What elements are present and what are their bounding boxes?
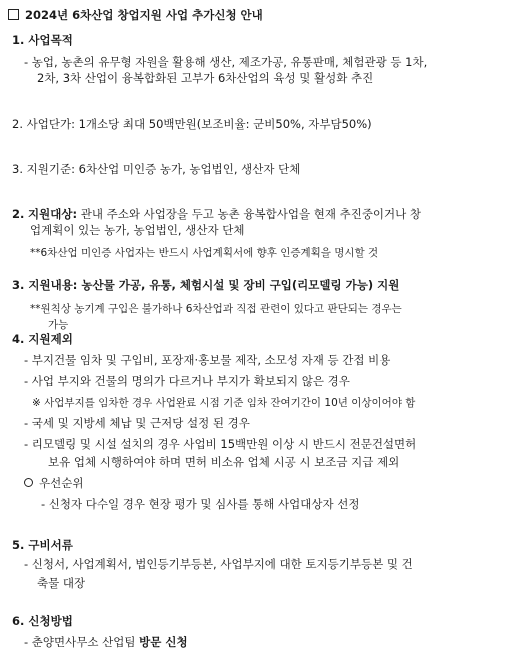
section-1-line-1: - 농업, 농촌의 유무형 자원을 활용해 생산, 제조가공, 유통판매, 체험관광 등 1차, xyxy=(24,55,428,69)
section-4-line-2: 업계획이 있는 농가, 농업법인, 생산자 단체 xyxy=(30,223,245,237)
section-4-note: **6차산업 미인증 사업자는 반드시 사업계획서에 향후 인증계획을 명시할 것 xyxy=(30,247,379,259)
section-8-heading: 6. 신청방법 xyxy=(12,614,73,628)
section-1-heading: 1. 사업목적 xyxy=(12,33,73,47)
section-8-line xyxy=(24,635,188,650)
section-8-bold: 방문 신청 xyxy=(139,635,188,649)
section-5-heading: 3. 지원내용: 농산물 가공, 유통, 체험시설 및 장비 구입(리모델링 가능) 지원 xyxy=(12,278,400,292)
section-4-line-1 xyxy=(12,207,421,222)
section-6-item-2: - 사업 부지와 건물의 명의가 다르거나 부지가 확보되지 않은 경우 xyxy=(24,374,350,388)
circle-bullet-icon xyxy=(24,478,33,487)
section-6-heading: 4. 지원제외 xyxy=(12,332,73,346)
section-4-number: 2. xyxy=(12,207,25,221)
section-8-prefix: - 춘양면사무소 산업팀 xyxy=(24,635,136,649)
section-7-heading: 5. 구비서류 xyxy=(12,538,73,552)
section-4-text: 관내 주소와 사업장을 두고 농촌 융복합사업을 현재 추진중이거나 창 xyxy=(80,207,422,221)
checkbox-square-icon xyxy=(8,9,19,20)
priority-heading: 우선순위 xyxy=(24,476,83,491)
section-6-notice: ※ 사업부지를 임차한 경우 사업완료 시점 기준 임차 잔여기간이 10년 이상이어야 함 xyxy=(32,397,416,409)
section-2-text: 2. 사업단가: 1개소당 최대 50백만원(보조비율: 군비50%, 자부담50%) xyxy=(12,117,372,131)
section-7-line-2: 축물 대장 xyxy=(37,576,86,590)
section-6-item-5b: 보유 업체 시행하여야 하며 면허 비소유 업체 시공 시 보조금 지급 제외 xyxy=(48,455,400,469)
section-5-note-2: 가능 xyxy=(48,319,69,331)
section-6-item-4: - 국세 및 지방세 체납 및 근저당 설정 된 경우 xyxy=(24,416,250,430)
section-5-note-1: **원칙상 농기계 구입은 불가하나 6차산업과 직접 관련이 있다고 판단되는 경우는 xyxy=(30,303,402,315)
section-1-line-2: 2차, 3차 산업이 융복합화된 고부가 6차산업의 육성 및 활성화 추진 xyxy=(37,71,374,85)
section-7-line-1: - 신청서, 사업계획서, 법인등기부등본, 사업부지에 대한 토지등기부등본 및 건 xyxy=(24,557,413,571)
priority-item-1: - 신청자 다수일 경우 현장 평가 및 심사를 통해 사업대상자 선정 xyxy=(41,497,360,511)
document-title: 2024년 6차산업 창업지원 사업 추가신청 안내 xyxy=(8,8,263,23)
section-3-text: 3. 지원기준: 6차산업 미인증 농가, 농업법인, 생산자 단체 xyxy=(12,162,301,176)
section-6-item-5a: - 리모델링 및 시설 설치의 경우 사업비 15백만원 이상 시 반드시 전문건설면허 xyxy=(24,437,417,451)
section-6-item-1: - 부지건물 임차 및 구입비, 포장재·홍보물 제작, 소모성 자재 등 간접 비용 xyxy=(24,353,391,367)
section-4-label: 지원대상: xyxy=(28,207,78,221)
